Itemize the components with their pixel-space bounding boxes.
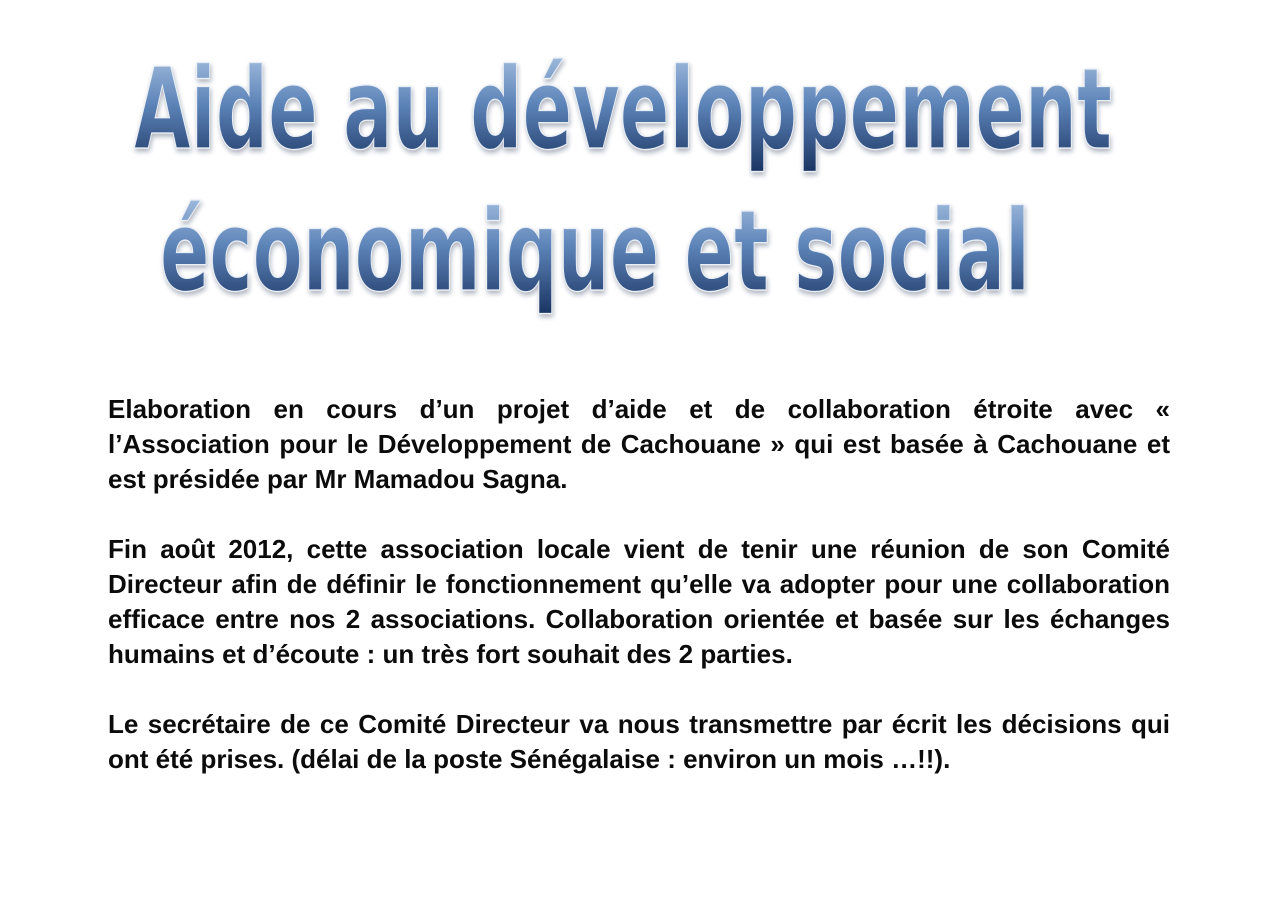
paragraph-committee-meeting: Fin août 2012, cette association locale vient de tenir une réunion de son Comité Directeur afin de définir le fonctionnement qu’elle va adopter pour une collaboration efficace entre nos 2 associations. Collaboration orientée et basée sur les échanges humains et d’écoute : un très fort souhait des 2 parties. bbox=[108, 534, 1170, 669]
wordart-title bbox=[0, 0, 1280, 340]
title-line-1: Aide au développement bbox=[134, 45, 1112, 175]
paragraph-secretary-decisions: Le secrétaire de ce Comité Directeur va nous transmettre par écrit les décisions qui ont été prises. (délai de la poste Sénégalaise : environ un mois …!!). bbox=[108, 709, 1170, 774]
body-text bbox=[108, 392, 1170, 777]
wordart-title-graphic bbox=[0, 0, 1280, 340]
paragraph-association-project: Elaboration en cours d’un projet d’aide et de collaboration étroite avec « l’Association pour le Développement de Cachouane » qui est basée à Cachouane et est présidée par Mr Mamadou Sagna. bbox=[108, 394, 1170, 494]
title-line-2: économique et social bbox=[160, 187, 1030, 317]
